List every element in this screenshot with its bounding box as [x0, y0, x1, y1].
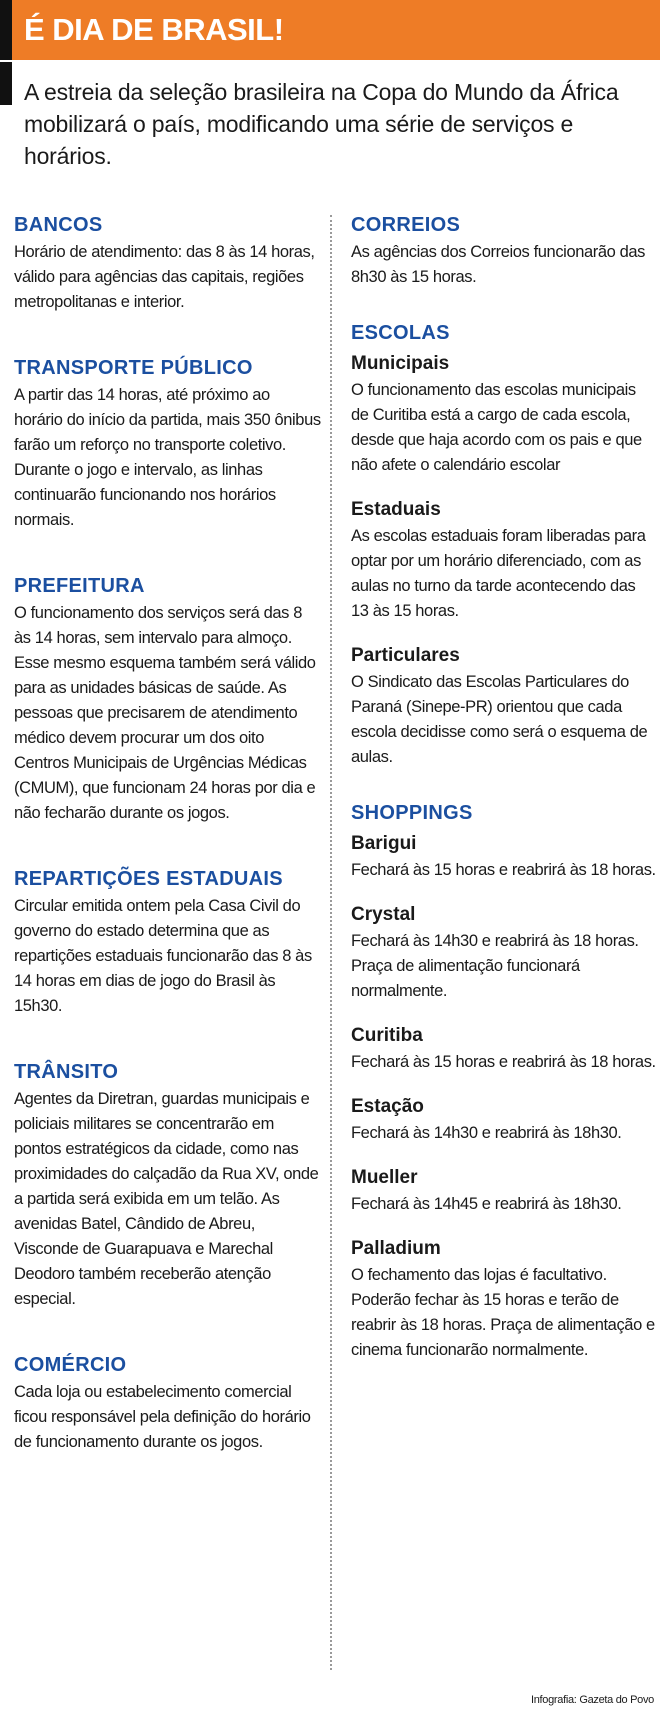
- section-heading: TRANSPORTE PÚBLICO: [14, 357, 253, 379]
- subheading: Municipais: [351, 353, 450, 374]
- right-column: [351, 212, 656, 1393]
- section-bancos: [14, 212, 322, 315]
- subsection-text: O Sindicato das Escolas Particulares do Paraná (Sinepe-PR) orientou que cada escola decidisse como será o esquema de aulas.: [351, 673, 648, 766]
- section-text: Cada loja ou estabelecimento comercial ficou responsável pela definição do horário de funcionamento durante os jogos.: [14, 1383, 311, 1451]
- subsection-text: Fechará às 15 horas e reabrirá às 18 horas.: [351, 1053, 656, 1071]
- subsection-text: Fechará às 14h30 e reabrirá às 18 horas. Praça de alimentação funcionará normalmente.: [351, 932, 639, 1000]
- column-divider: [330, 215, 332, 1670]
- shopping-curitiba: [351, 1024, 656, 1075]
- shopping-estacao: [351, 1095, 656, 1146]
- subheading: Estaduais: [351, 499, 441, 520]
- subsection-text: Fechará às 14h30 e reabrirá às 18h30.: [351, 1124, 622, 1142]
- section-heading: REPARTIÇÕES ESTADUAIS: [14, 868, 283, 890]
- banner-accent-bar: [0, 0, 12, 60]
- credit-line: Infografia: Gazeta do Povo: [530, 1694, 654, 1706]
- section-text: As agências dos Correios funcionarão das 8h30 às 15 horas.: [351, 243, 646, 286]
- section-heading: SHOPPINGS: [351, 802, 473, 824]
- subheading: Mueller: [351, 1167, 418, 1188]
- section-comercio: [14, 1352, 322, 1455]
- section-heading: CORREIOS: [351, 214, 461, 236]
- section-heading: PREFEITURA: [14, 575, 145, 597]
- subsection-text: O funcionamento das escolas municipais de Curitiba está a cargo de cada escola, desde que haja acordo com os pais e que não afete o calendário escolar: [351, 381, 642, 474]
- section-correios: [351, 212, 656, 290]
- section-text: Horário de atendimento: das 8 às 14 horas, válido para agências das capitais, regiões metropolitanas e interior.: [14, 243, 315, 311]
- subsection-text: As escolas estaduais foram liberadas para optar por um horário diferenciado, com as aulas no turno da tarde acontecendo das 13 às 15 horas.: [351, 527, 646, 620]
- section-heading: BANCOS: [14, 214, 103, 236]
- section-prefeitura: [14, 573, 322, 826]
- section-text: A partir das 14 horas, até próximo ao horário do início da partida, mais 350 ônibus farão um reforço no transporte coletivo. Durante o jogo e intervalo, as linhas continuarão funcionando nos horários normais.: [14, 386, 321, 529]
- subheading: Curitiba: [351, 1025, 423, 1046]
- shopping-palladium: [351, 1237, 656, 1363]
- header-banner: [0, 0, 660, 60]
- section-text: Agentes da Diretran, guardas municipais e policiais militares se concentrarão em pontos estratégicos da cidade, como nas proximidades do calçadão da Rua XV, onde a partida será exibida em um telão. As avenidas Batel, Cândido de Abreu, Visconde de Guarapuava e Marechal Deodoro também receberão atenção especial.: [14, 1090, 319, 1308]
- shopping-mueller: [351, 1166, 656, 1217]
- subheading: Palladium: [351, 1238, 441, 1259]
- section-text: O funcionamento dos serviços será das 8 às 14 horas, sem intervalo para almoço. Esse mesmo esquema também será válido para as unidades básicas de saúde. As pessoas que precisarem de atendimento médico devem procurar um dos oito Centros Municipais de Urgências Médicas (CMUM), que funcionam 24 horas por dia e não fecharão durante os jogos.: [14, 604, 316, 822]
- section-heading: TRÂNSITO: [14, 1061, 119, 1083]
- subheading: Estação: [351, 1096, 424, 1117]
- subsection-text: Fechará às 15 horas e reabrirá às 18 horas.: [351, 861, 656, 879]
- section-heading: COMÉRCIO: [14, 1354, 127, 1376]
- section-heading: ESCOLAS: [351, 322, 450, 344]
- section-transporte-publico: [14, 355, 322, 533]
- section-transito: [14, 1059, 322, 1312]
- escola-municipais: [351, 352, 656, 478]
- section-escolas: [351, 320, 656, 770]
- page-title: É DIA DE BRASIL!: [24, 12, 284, 47]
- escola-estaduais: [351, 498, 656, 624]
- section-text: Circular emitida ontem pela Casa Civil do governo do estado determina que as repartições estaduais funcionarão das 8 às 14 horas em dias de jogo do Brasil às 15h30.: [14, 897, 312, 1015]
- subsection-text: Fechará às 14h45 e reabrirá às 18h30.: [351, 1195, 622, 1213]
- section-shoppings: [351, 800, 656, 1363]
- subsection-text: O fechamento das lojas é facultativo. Poderão fechar às 15 horas e terão de reabrir às 18 horas. Praça de alimentação e cinema funcionarão normalmente.: [351, 1266, 655, 1359]
- intro-text: A estreia da seleção brasileira na Copa do Mundo da África mobilizará o país, modificando uma série de serviços e horários.: [24, 79, 619, 169]
- shopping-barigui: [351, 832, 656, 883]
- subheading: Crystal: [351, 904, 416, 925]
- section-reparticoes-estaduais: [14, 866, 322, 1019]
- escola-particulares: [351, 644, 656, 770]
- subheading: Barigui: [351, 833, 417, 854]
- left-column: [14, 212, 322, 1495]
- intro-accent-bar: [0, 62, 12, 105]
- subheading: Particulares: [351, 645, 460, 666]
- shopping-crystal: [351, 903, 656, 1004]
